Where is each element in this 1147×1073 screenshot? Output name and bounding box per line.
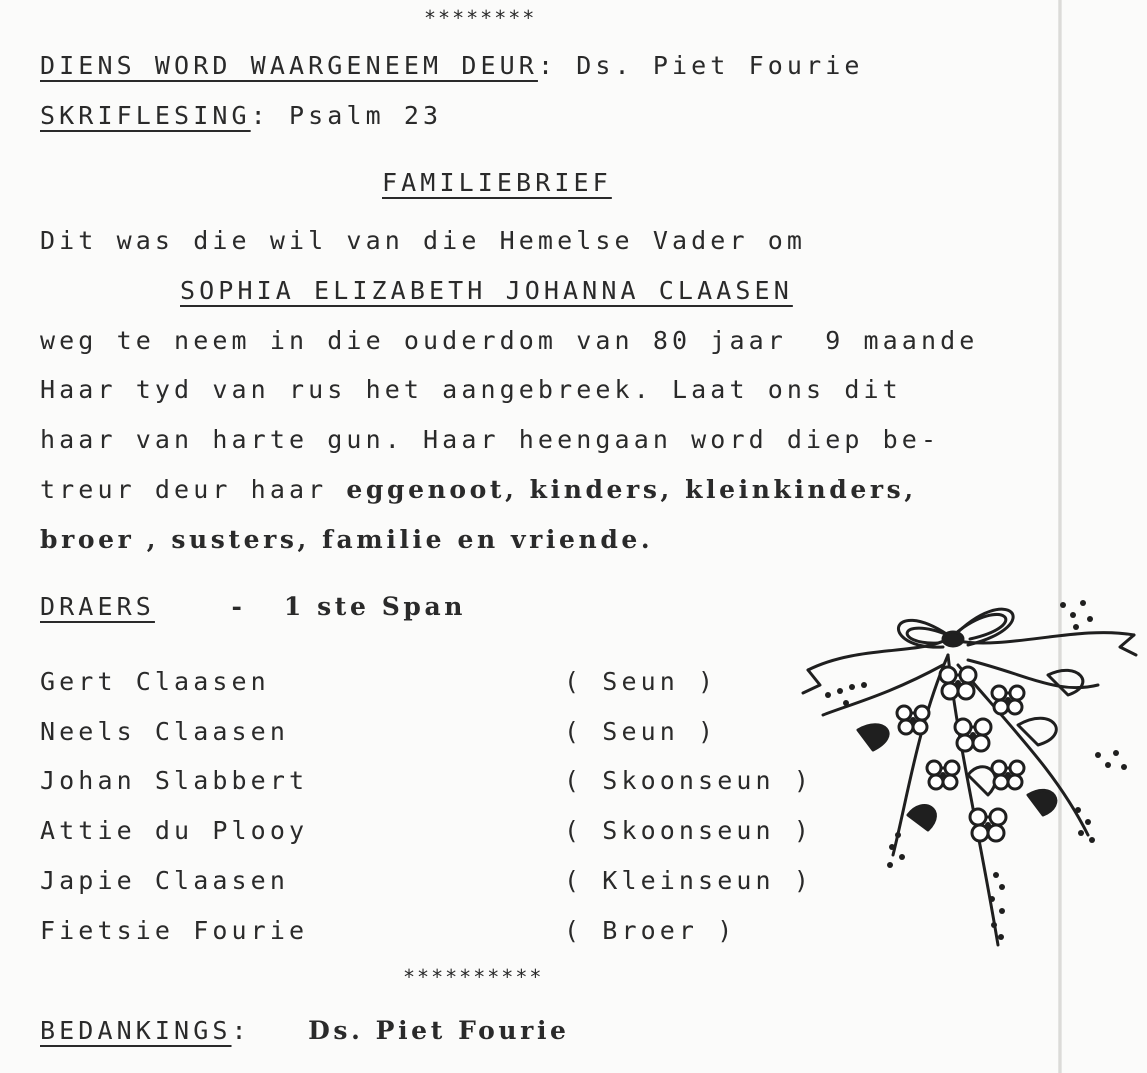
- bearer-row: [40, 816, 880, 846]
- bearer-relation: ( Kleinseun ): [564, 866, 813, 895]
- thanks-minister: Ds. Piet Fourie: [308, 1016, 570, 1045]
- thanks-line: BEDANKINGS: Ds. Piet Fourie: [40, 1016, 570, 1045]
- family-letter-line-5-start: treur deur haar: [40, 475, 347, 504]
- family-letter-line-6: broer , susters, familie en vriende.: [40, 525, 654, 554]
- service-line: DIENS WORD WAARGENEEM DEUR: Ds. Piet Fourie: [40, 51, 864, 80]
- bearer-name: Neels Claasen: [40, 717, 289, 746]
- reading-value: Psalm 23: [288, 101, 443, 130]
- bearer-name: Attie du Plooy: [40, 816, 309, 845]
- family-letter-title: FAMILIEBRIEF: [382, 168, 612, 197]
- bottom-star-divider: **********: [403, 965, 544, 989]
- family-letter-line-5-relatives: eggenoot, kinders, kleinkinders,: [346, 475, 917, 504]
- reading-label: SKRIFLESING: [40, 101, 251, 130]
- flower-bouquet-illustration: [798, 575, 1138, 955]
- bearer-name: Fietsie Fourie: [40, 916, 309, 945]
- bearer-row: [40, 766, 880, 796]
- bearer-relation: ( Skoonseun ): [564, 766, 813, 795]
- bearer-row: [40, 916, 880, 946]
- top-star-divider: ********: [424, 6, 537, 30]
- family-letter-line-4: haar van harte gun. Haar heengaan word diep be-: [40, 425, 941, 454]
- family-letter-line-2: weg te neem in die ouderdom van 80 jaar 9 maande: [40, 326, 979, 355]
- bearer-row: [40, 667, 880, 697]
- family-letter-line-3: Haar tyd van rus het aangebreek. Laat ons dit: [40, 375, 902, 404]
- bearer-row: [40, 717, 880, 747]
- bearer-relation: ( Broer ): [564, 916, 737, 945]
- reading-line: SKRIFLESING: Psalm 23: [40, 101, 443, 130]
- bearers-label: DRAERS: [40, 592, 155, 621]
- service-minister: Ds. Piet Fourie: [576, 51, 864, 80]
- bearers-span: 1 ste Span: [283, 592, 467, 621]
- bearer-relation: ( Seun ): [564, 667, 718, 696]
- family-letter-line-1: Dit was die wil van die Hemelse Vader om: [40, 226, 807, 255]
- bearers-heading: [40, 592, 466, 622]
- bearer-relation: ( Seun ): [564, 717, 718, 746]
- thanks-label: BEDANKINGS: [40, 1016, 232, 1045]
- bearer-name: Johan Slabbert: [40, 766, 309, 795]
- bearer-relation: ( Skoonseun ): [564, 816, 813, 845]
- bearer-row: [40, 866, 880, 896]
- bearer-name: Gert Claasen: [40, 667, 270, 696]
- family-letter-line-5: [40, 475, 917, 505]
- bearer-name: Japie Claasen: [40, 866, 289, 895]
- deceased-name: SOPHIA ELIZABETH JOHANNA CLAASEN: [180, 276, 793, 305]
- service-label: DIENS WORD WAARGENEEM DEUR: [40, 51, 538, 80]
- bearers-dash: -: [231, 592, 246, 621]
